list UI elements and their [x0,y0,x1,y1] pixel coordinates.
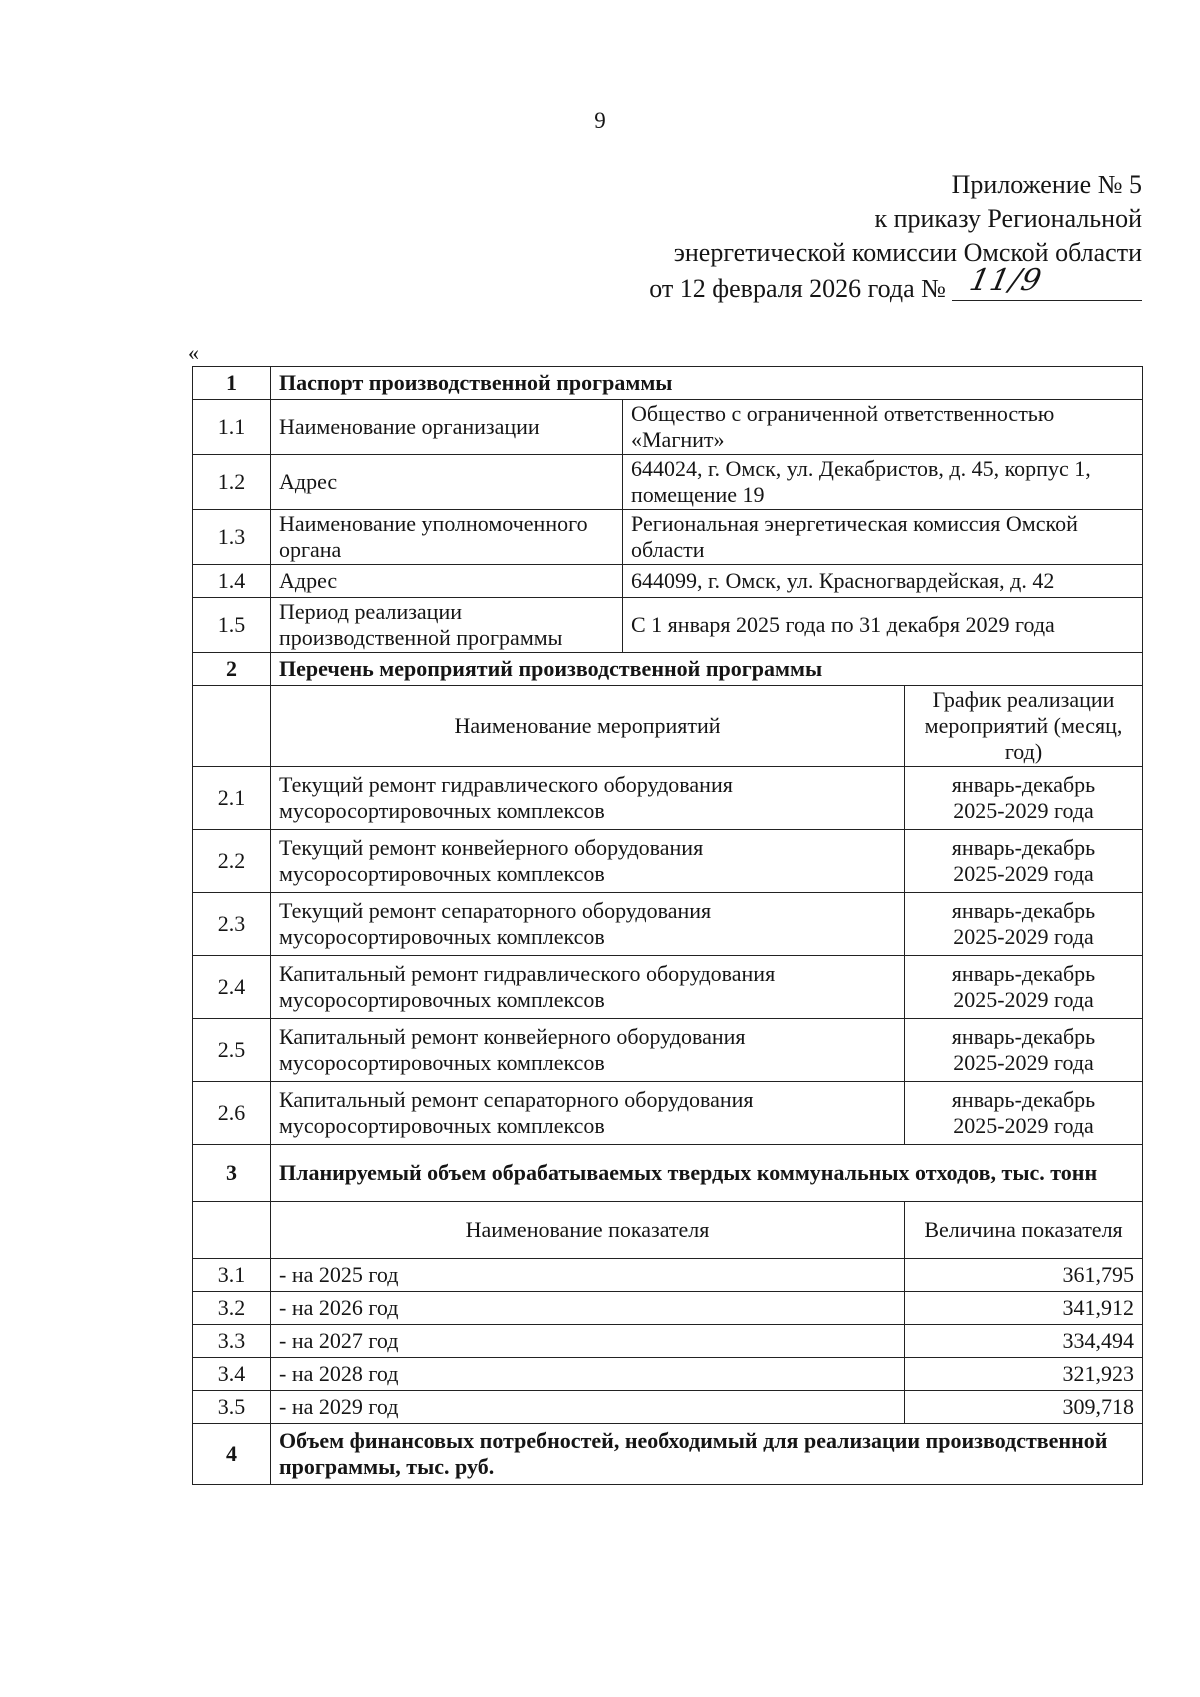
appendix-title: Приложение № 5 [951,170,1142,199]
section-number: 4 [193,1424,271,1485]
schedule-line: январь-декабрь [951,898,1096,923]
passport-field-value: 644024, г. Омск, ул. Декабристов, д. 45, корпус 1, помещение 19 [623,455,1143,510]
volume-row [193,1391,1143,1424]
order-reference: к приказу Региональной [874,204,1142,233]
row-number: 3.2 [193,1292,271,1325]
passport-field-label: Период реализации производственной программы [271,598,623,653]
row-number: 2.4 [193,956,271,1019]
passport-row [193,455,1143,510]
schedule-line: 2025-2029 года [953,798,1094,823]
event-row [193,830,1143,893]
production-program-table [192,366,1143,1485]
section-header-row [193,1145,1143,1202]
section-number: 2 [193,653,271,686]
empty-cell [193,686,271,767]
schedule-line: январь-декабрь [951,772,1096,797]
column-header-indicator: Наименование показателя [271,1202,905,1259]
column-header-row [193,686,1143,767]
row-number: 1.1 [193,400,271,455]
event-row [193,767,1143,830]
event-schedule [905,956,1143,1019]
event-row [193,1019,1143,1082]
indicator-value: 361,795 [905,1259,1143,1292]
volume-row [193,1358,1143,1391]
schedule-line: январь-декабрь [951,961,1096,986]
schedule-line: 2025-2029 года [953,924,1094,949]
section-number: 3 [193,1145,271,1202]
schedule-line: 2025-2029 года [953,861,1094,886]
event-name: Капитальный ремонт гидравлического оборудования мусоросортировочных комплексов [271,956,905,1019]
indicator-value: 309,718 [905,1391,1143,1424]
indicator-value: 341,912 [905,1292,1143,1325]
column-header-value: Величина показателя [905,1202,1143,1259]
order-date: от 12 февраля 2026 года № [649,274,946,303]
row-number: 3.1 [193,1259,271,1292]
section-title: Паспорт производственной программы [271,367,1143,400]
indicator-value: 321,923 [905,1358,1143,1391]
column-header-schedule: График реализации мероприятий (месяц, год) [905,686,1143,767]
volume-row [193,1325,1143,1358]
section-header-row [193,653,1143,686]
event-schedule [905,893,1143,956]
event-name: Текущий ремонт сепараторного оборудования мусоросортировочных комплексов [271,893,905,956]
row-number: 2.5 [193,1019,271,1082]
passport-row [193,510,1143,565]
passport-row [193,400,1143,455]
indicator-name: - на 2026 год [271,1292,905,1325]
passport-field-label: Адрес [271,565,623,598]
passport-field-label: Наименование уполномоченного органа [271,510,623,565]
commission-name: энергетической комиссии Омской области [673,238,1142,267]
indicator-value: 334,494 [905,1325,1143,1358]
page-number: 9 [594,108,606,133]
section-title: Планируемый объем обрабатываемых твердых коммунальных отходов, тыс. тонн [271,1145,1143,1202]
column-header-name: Наименование мероприятий [271,686,905,767]
opening-quote: « [188,340,199,365]
row-number: 2.3 [193,893,271,956]
row-number: 3.4 [193,1358,271,1391]
schedule-line: 2025-2029 года [953,1050,1094,1075]
indicator-name: - на 2027 год [271,1325,905,1358]
order-number-field [952,263,1142,301]
event-name: Текущий ремонт гидравлического оборудования мусоросортировочных комплексов [271,767,905,830]
schedule-line: январь-декабрь [951,835,1096,860]
schedule-line: 2025-2029 года [953,1113,1094,1138]
section-header-row [193,367,1143,400]
row-number: 2.1 [193,767,271,830]
event-row [193,1082,1143,1145]
passport-row [193,565,1143,598]
section-number: 1 [193,367,271,400]
passport-field-value: С 1 января 2025 года по 31 декабря 2029 года [623,598,1143,653]
passport-field-value: Региональная энергетическая комиссия Омской области [623,510,1143,565]
event-schedule [905,1082,1143,1145]
event-schedule [905,1019,1143,1082]
row-number: 1.3 [193,510,271,565]
event-name: Капитальный ремонт конвейерного оборудования мусоросортировочных комплексов [271,1019,905,1082]
schedule-line: январь-декабрь [951,1024,1096,1049]
event-schedule [905,767,1143,830]
column-header-row [193,1202,1143,1259]
passport-field-value: Общество с ограниченной ответственностью «Магнит» [623,400,1143,455]
indicator-name: - на 2029 год [271,1391,905,1424]
table-body [193,367,1143,1485]
passport-row [193,598,1143,653]
event-row [193,956,1143,1019]
schedule-line: 2025-2029 года [953,987,1094,1012]
row-number: 2.6 [193,1082,271,1145]
section-header-row [193,1424,1143,1485]
passport-field-label: Адрес [271,455,623,510]
row-number: 1.5 [193,598,271,653]
schedule-line: январь-декабрь [951,1087,1096,1112]
event-name: Текущий ремонт конвейерного оборудования мусоросортировочных комплексов [271,830,905,893]
volume-row [193,1292,1143,1325]
row-number: 2.2 [193,830,271,893]
section-title: Перечень мероприятий производственной программы [271,653,1143,686]
volume-row [193,1259,1143,1292]
handwritten-order-number: 11/9 [966,263,1046,298]
passport-field-value: 644099, г. Омск, ул. Красногвардейская, д. 42 [623,565,1143,598]
row-number: 1.4 [193,565,271,598]
event-row [193,893,1143,956]
event-schedule [905,830,1143,893]
appendix-header [649,168,1142,306]
row-number: 1.2 [193,455,271,510]
event-name: Капитальный ремонт сепараторного оборудования мусоросортировочных комплексов [271,1082,905,1145]
empty-cell [193,1202,271,1259]
section-title: Объем финансовых потребностей, необходимый для реализации производственной программы, тыс. руб. [271,1424,1143,1485]
row-number: 3.5 [193,1391,271,1424]
indicator-name: - на 2028 год [271,1358,905,1391]
indicator-name: - на 2025 год [271,1259,905,1292]
passport-field-label: Наименование организации [271,400,623,455]
order-date-line [649,263,1142,306]
row-number: 3.3 [193,1325,271,1358]
